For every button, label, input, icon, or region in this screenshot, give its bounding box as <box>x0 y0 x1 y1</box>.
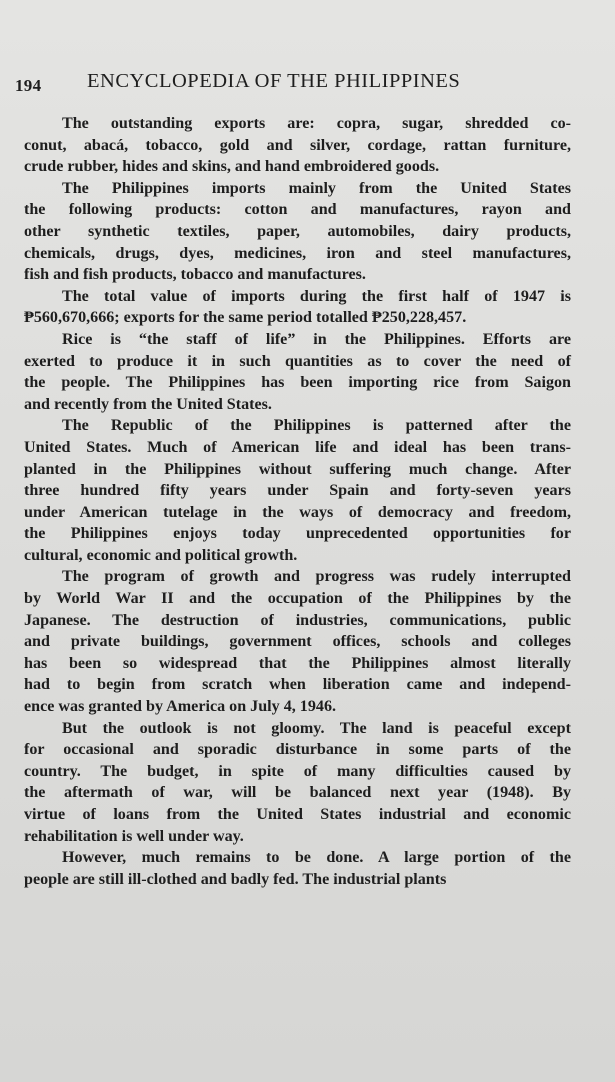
text-line: Rice is “the staff of life” in the Philippines. Efforts are <box>62 330 571 348</box>
paragraph <box>24 566 571 717</box>
paragraph <box>24 847 571 890</box>
text-line: under American tutelage in the ways of democracy and freedom, <box>24 503 571 521</box>
paragraph <box>24 286 571 329</box>
text-line: chemicals, drugs, dyes, medicines, iron and steel manufactures, <box>24 244 571 262</box>
text-line: ence was granted by America on July 4, 1946. <box>24 698 337 716</box>
text-line: other synthetic textiles, paper, automobiles, dairy products, <box>24 222 571 240</box>
text-line: The Philippines imports mainly from the United States <box>62 179 571 197</box>
paragraph <box>24 329 571 415</box>
text-line: the Philippines enjoys today unprecedented opportunities for <box>24 525 571 543</box>
text-line: country. The budget, in spite of many difficulties caused by <box>24 762 571 780</box>
text-line: for occasional and sporadic disturbance in some parts of the <box>24 741 571 759</box>
text-line: United States. Much of American life and ideal has been trans- <box>24 438 571 456</box>
text-line: has been so widespread that the Philippines almost literally <box>24 654 571 672</box>
text-line: the following products: cotton and manufactures, rayon and <box>24 201 571 219</box>
text-line: The outstanding exports are: copra, sugar, shredded co- <box>62 115 571 132</box>
text-line: virtue of loans from the United States industrial and economic <box>24 806 571 823</box>
text-line: The Republic of the Philippines is patterned after the <box>62 417 571 435</box>
text-line: However, much remains to be done. A large portion of the <box>62 849 571 867</box>
text-line: and private buildings, government offices, schools and colleges <box>24 633 571 651</box>
text-line: had to begin from scratch when liberation came and independ- <box>24 676 571 694</box>
text-line: ₱560,670,666; exports for the same period totalled ₱250,228,457. <box>24 309 467 327</box>
text-line: Japanese. The destruction of industries, communications, public <box>24 611 571 629</box>
text-line: fish and fish products, tobacco and manufactures. <box>24 266 366 284</box>
paragraph <box>24 718 571 848</box>
text-line: cultural, economic and political growth. <box>24 546 298 564</box>
text-line: people are still ill-clothed and badly fed. The industrial plants <box>24 870 447 888</box>
text-line: the people. The Philippines has been importing rice from Saigon <box>24 374 571 392</box>
text-line: rehabilitation is well under way. <box>24 827 244 845</box>
text-line: The total value of imports during the first half of 1947 is <box>62 287 571 305</box>
paragraph <box>24 415 571 566</box>
page-header <box>15 70 575 100</box>
text-line: But the outlook is not gloomy. The land is peaceful except <box>62 719 571 737</box>
text-line: and recently from the United States. <box>24 395 272 413</box>
paragraph <box>24 113 571 178</box>
text-line: the aftermath of war, will be balanced next year (1948). By <box>24 784 571 802</box>
text-line: exerted to produce it in such quantities as to cover the need of <box>24 352 571 370</box>
page-number: 194 <box>15 76 42 95</box>
running-title: ENCYCLOPEDIA OF THE PHILIPPINES <box>87 70 461 92</box>
body-text <box>24 113 571 890</box>
text-line: crude rubber, hides and skins, and hand embroidered goods. <box>24 158 440 176</box>
text-line: by World War II and the occupation of the Philippines by the <box>24 590 571 608</box>
text-line: three hundred fifty years under Spain and forty-seven years <box>24 482 571 500</box>
text-line: planted in the Philippines without suffering much change. After <box>24 460 571 478</box>
text-line: conut, abacá, tobacco, gold and silver, cordage, rattan furniture, <box>24 136 571 154</box>
text-line: The program of growth and progress was rudely interrupted <box>62 568 571 586</box>
paragraph <box>24 178 571 286</box>
